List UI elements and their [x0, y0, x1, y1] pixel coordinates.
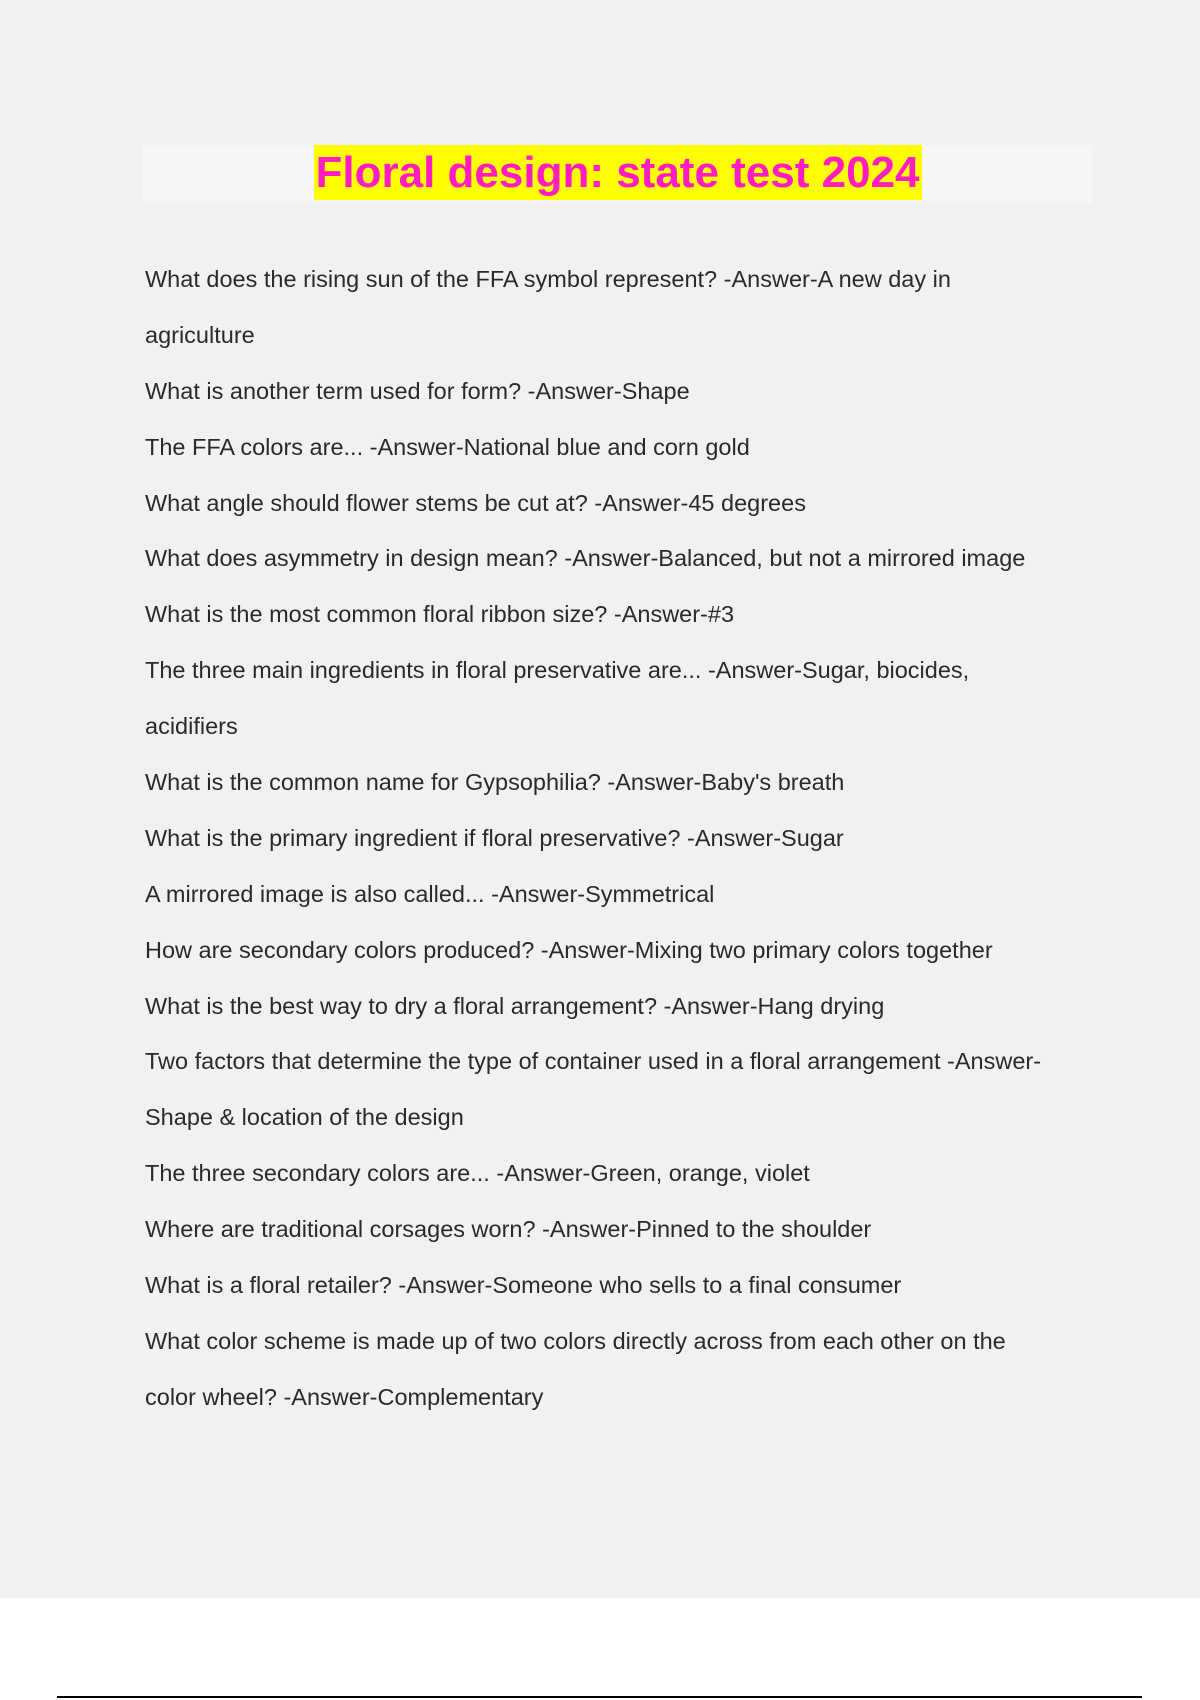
qa-line: color wheel? -Answer-Complementary: [145, 1383, 544, 1410]
qa-line: The FFA colors are... -Answer-National blue and corn gold: [145, 433, 750, 460]
qa-line: agriculture: [145, 321, 255, 348]
qa-list: [145, 252, 1095, 1426]
qa-line: The three main ingredients in floral preservative are... -Answer-Sugar, biocides,: [145, 657, 970, 684]
qa-line: The three secondary colors are... -Answer-Green, orange, violet: [145, 1160, 810, 1187]
document-title: Floral design: state test 2024: [314, 145, 922, 200]
qa-line: Two factors that determine the type of container used in a floral arrangement -Answer-: [145, 1048, 1042, 1075]
qa-line: What does the rising sun of the FFA symbol represent? -Answer-A new day in: [145, 266, 951, 292]
qa-line: What is a floral retailer? -Answer-Someone who sells to a final consumer: [145, 1272, 902, 1299]
footer-rule: [57, 1696, 1142, 1698]
qa-line: What does asymmetry in design mean? -Answer-Balanced, but not a mirrored image: [145, 545, 1026, 572]
qa-line: acidifiers: [145, 713, 238, 740]
qa-line: What color scheme is made up of two colors directly across from each other on the: [145, 1327, 1006, 1354]
qa-line: A mirrored image is also called... -Answer-Symmetrical: [145, 880, 715, 907]
qa-line: Where are traditional corsages worn? -Answer-Pinned to the shoulder: [145, 1216, 872, 1243]
qa-line: How are secondary colors produced? -Answer-Mixing two primary colors together: [145, 936, 993, 963]
qa-line: What is the common name for Gypsophilia? -Answer-Baby's breath: [145, 769, 845, 796]
qa-line: Shape & location of the design: [145, 1104, 464, 1131]
qa-line: What angle should flower stems be cut at? -Answer-45 degrees: [145, 489, 806, 516]
qa-line: What is the best way to dry a floral arrangement? -Answer-Hang drying: [145, 992, 885, 1019]
qa-line: What is the primary ingredient if floral preservative? -Answer-Sugar: [145, 824, 844, 851]
qa-line: What is another term used for form? -Answer-Shape: [145, 377, 690, 404]
title-band: [143, 145, 1092, 203]
qa-line: What is the most common floral ribbon size? -Answer-#3: [145, 601, 735, 628]
